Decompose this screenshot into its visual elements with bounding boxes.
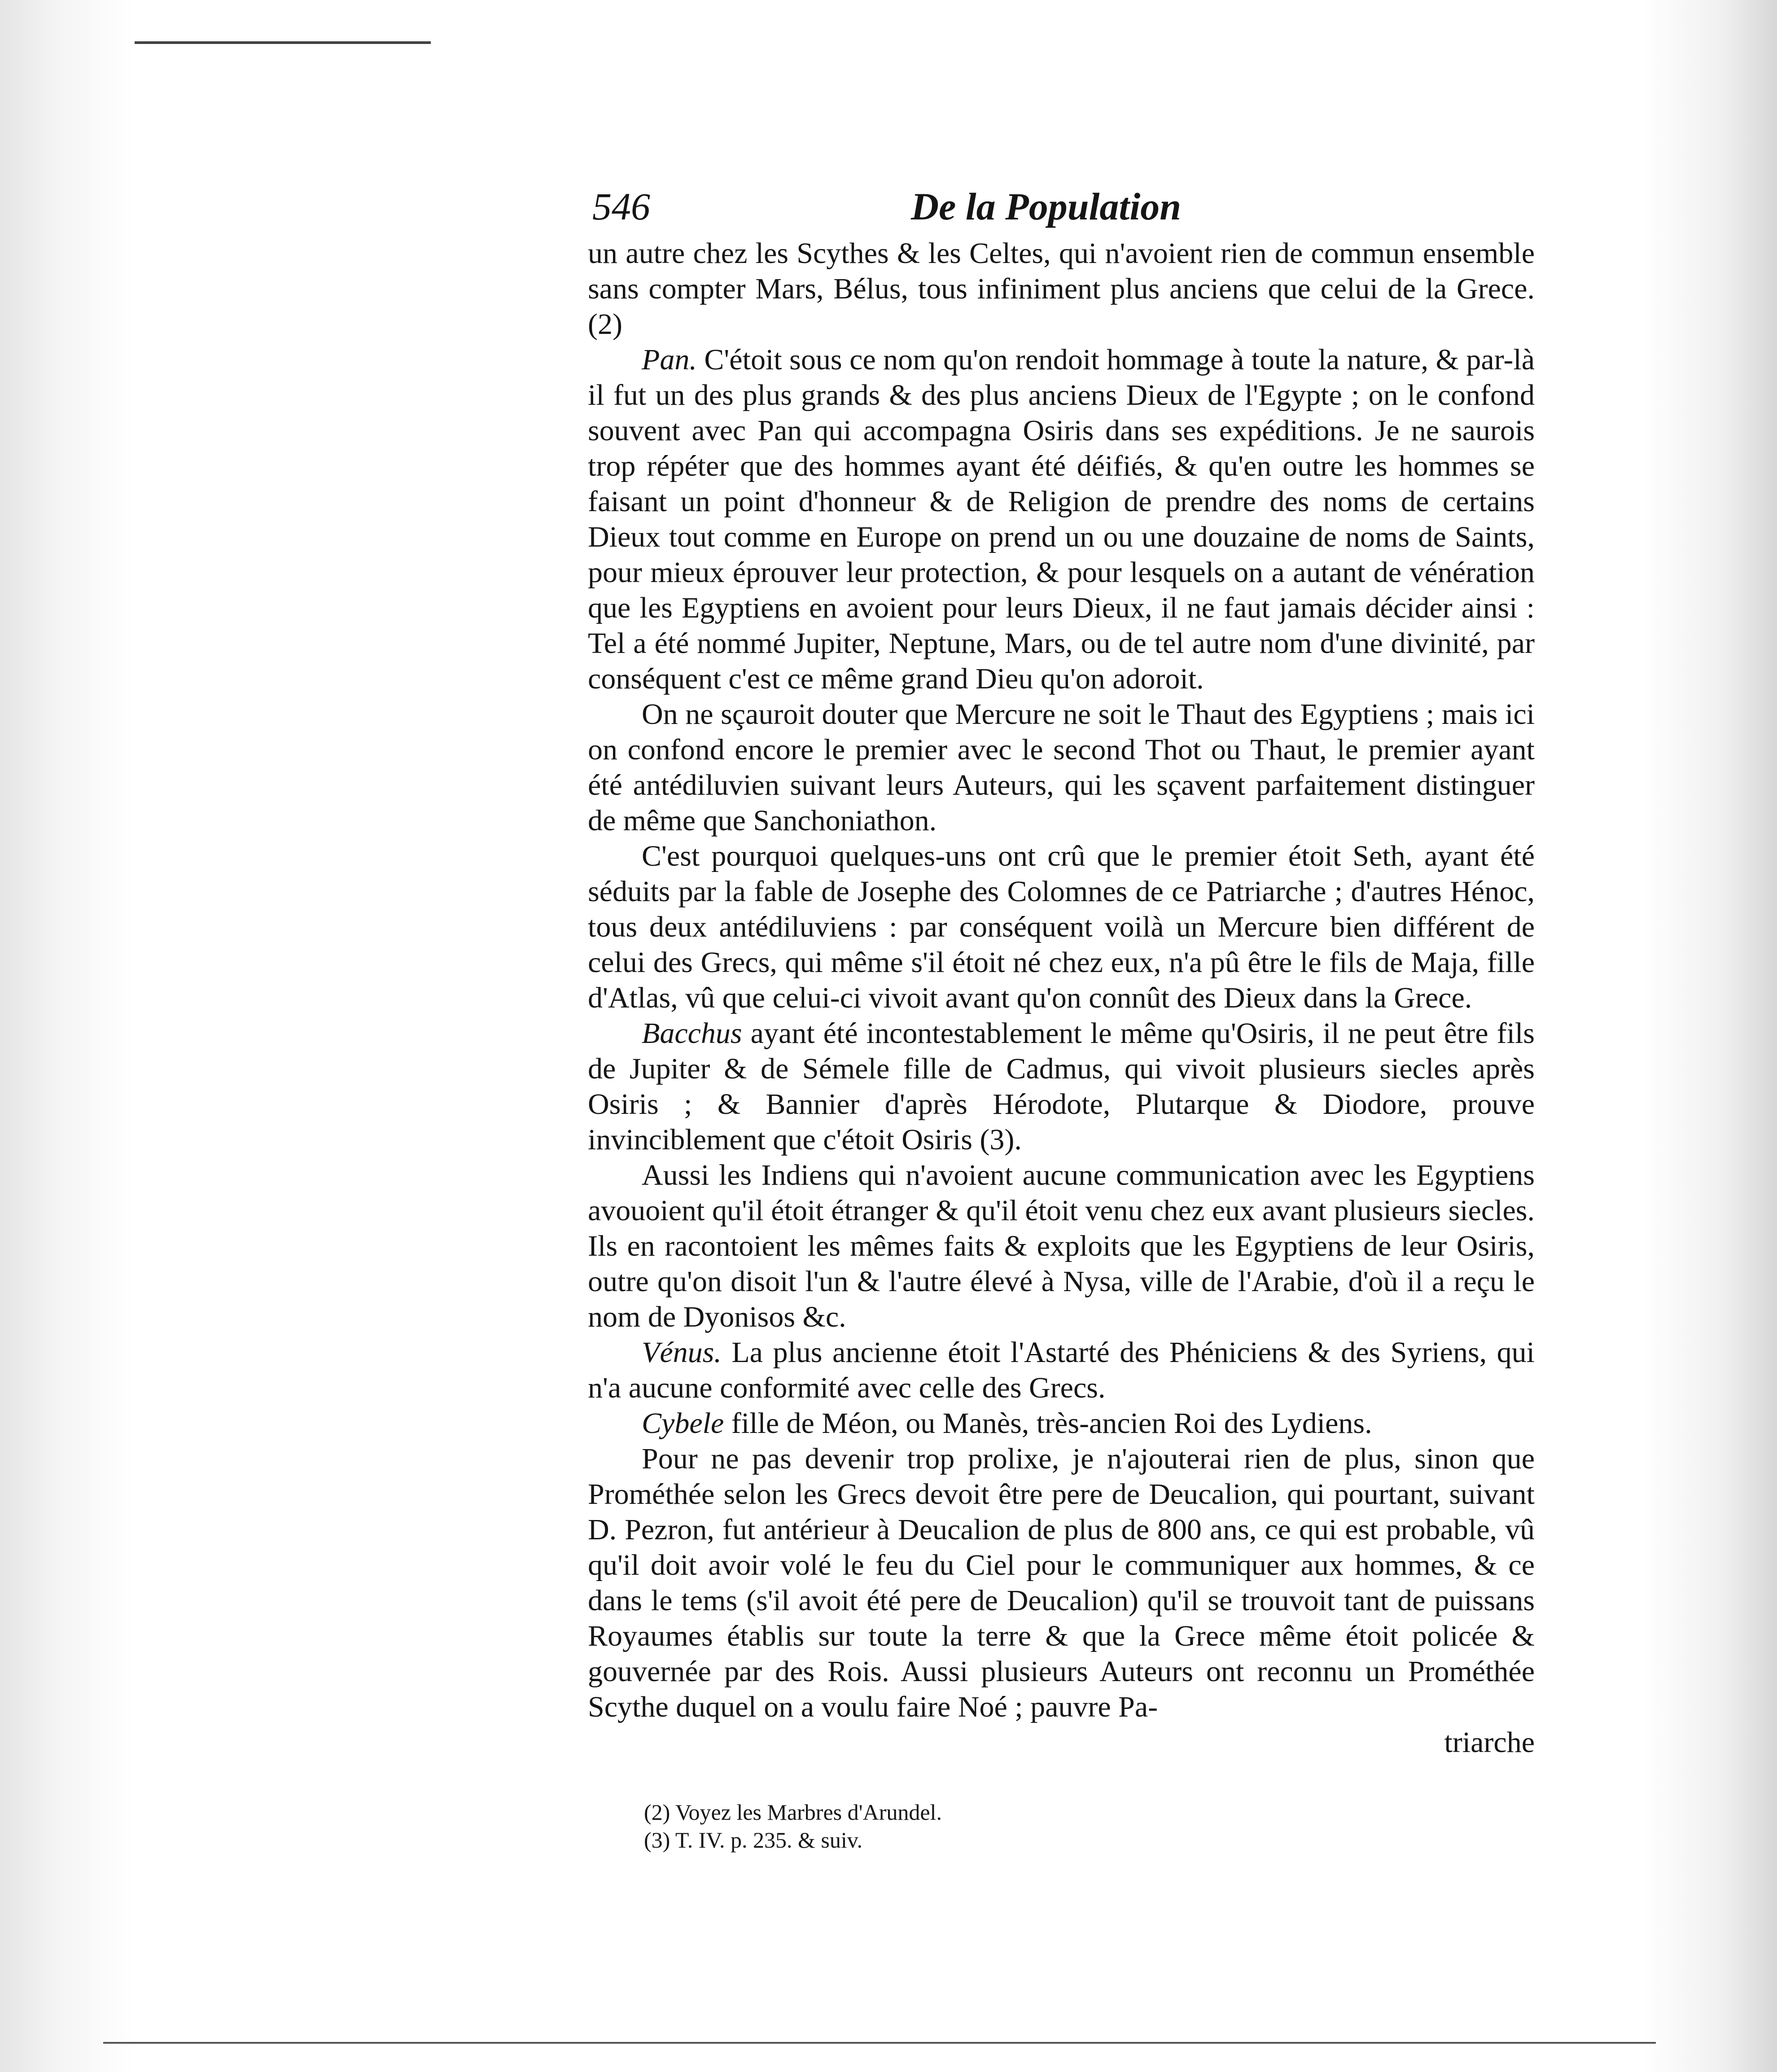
book-page: [588, 177, 1535, 1854]
scan-edge-mark-bottom: [103, 2042, 1656, 2044]
scan-edge-mark-top: [135, 41, 431, 44]
paragraph: Pour ne pas devenir trop prolixe, je n'ajouterai rien de plus, sinon que Prométhée selon les Grecs devoit être pere de Deucalion, qui pourtant, suivant D. Pezron, fut antérieur à Deucalion de plus de 800 ans, ce qui est probable, vû qu'il doit avoir volé le feu du Ciel pour le communiquer aux hommes, & ce dans le tems (s'il avoit été pere de Deucalion) qu'il se trouvoit tant de puissans Royaumes établis sur toute la terre & que la Grece même étoit policée & gouvernée par des Rois. Aussi plusieurs Auteurs ont reconnu un Prométhée Scythe duquel on a voulu faire Noé ; pauvre Pa-: [588, 1442, 1535, 1723]
paragraph-lead: Vénus.: [642, 1336, 722, 1369]
scan-shadow-right: [1642, 0, 1777, 2072]
paragraph-lead: Bacchus: [642, 1017, 742, 1050]
paragraph: un autre chez les Scythes & les Celtes, qui n'avoient rien de commun ensemble sans compter Mars, Bélus, tous infiniment plus anciens que celui de la Grece. (2): [588, 237, 1535, 341]
paragraph: C'est pourquoi quelques-uns ont crû que le premier étoit Seth, ayant été séduits par la fable de Josephe des Colomnes de ce Patriarche ; d'autres Hénoc, tous deux antédiluviens : par conséquent voilà un Mercure bien différent de celui des Grecs, qui même s'il étoit né chez eux, n'a pû être le fils de Maja, fille d'Atlas, vû que celui-ci vivoit avant qu'on connût des Dieux dans la Grece.: [588, 840, 1535, 1014]
running-head: [588, 177, 1535, 236]
paragraph-lead: Cybele: [642, 1407, 724, 1440]
body-text: [588, 236, 1535, 1725]
footnote: (2) Voyez les Marbres d'Arundel.: [644, 1800, 942, 1825]
paragraph: Vénus. La plus ancienne étoit l'Astarté des Phéniciens & des Syriens, qui n'a aucune conformité avec celle des Grecs.: [588, 1336, 1535, 1404]
paragraph: Bacchus ayant été incontestablement le même qu'Osiris, il ne peut être fils de Jupiter & de Sémele fille de Cadmus, qui vivoit plusieurs siecles après Osiris ; & Bannier d'après Hérodote, Plutarque & Diodore, prouve invinciblement que c'étoit Osiris (3).: [588, 1017, 1535, 1156]
paragraph: Cybele fille de Méon, ou Manès, très-ancien Roi des Lydiens.: [642, 1407, 1372, 1440]
catchword: triarche: [1444, 1726, 1535, 1759]
paragraph: Aussi les Indiens qui n'avoient aucune communication avec les Egyptiens avouoient qu'il étoit étranger & qu'il étoit venu chez eux avant plusieurs siecles. Ils en racontoient les mêmes faits & exploits que les Egyptiens de leur Osiris, outre qu'on disoit l'un & l'autre élevé à Nysa, ville de l'Arabie, d'où il a reçu le nom de Dyonisos &c.: [588, 1159, 1535, 1333]
paragraph: On ne sçauroit douter que Mercure ne soit le Thaut des Egyptiens ; mais ici on confond encore le premier avec le second Thot ou Thaut, le premier ayant été antédiluvien suivant leurs Auteurs, qui les sçavent parfaitement distinguer de même que Sanchoniathon.: [588, 698, 1535, 837]
scan-shadow-left: [0, 0, 135, 2072]
footnote: (3) T. IV. p. 235. & suiv.: [644, 1827, 863, 1853]
paragraph: Pan. C'étoit sous ce nom qu'on rendoit hommage à toute la nature, & par-là il fut un des plus grands & des plus anciens Dieux de l'Egypte ; on le confond souvent avec Pan qui accompagna Osiris dans ses expéditions. Je ne saurois trop répéter que des hommes ayant été déifiés, & qu'en outre les hommes se faisant un point d'honneur & de Religion de prendre des noms de certains Dieux tout comme en Europe on prend un ou une douzaine de noms de Saints, pour mieux éprouver leur protection, & pour lesquels on a autant de vénération que les Egyptiens en avoient pour leurs Dieux, il ne faut jamais décider ainsi : Tel a été nommé Jupiter, Neptune, Mars, ou de tel autre nom d'une divinité, par conséquent c'est ce même grand Dieu qu'on adoroit.: [588, 343, 1535, 695]
paragraph-lead: Pan.: [642, 343, 697, 376]
footnotes: [588, 1798, 1535, 1854]
page-number: 546: [592, 185, 650, 228]
running-title: De la Population: [911, 185, 1182, 228]
